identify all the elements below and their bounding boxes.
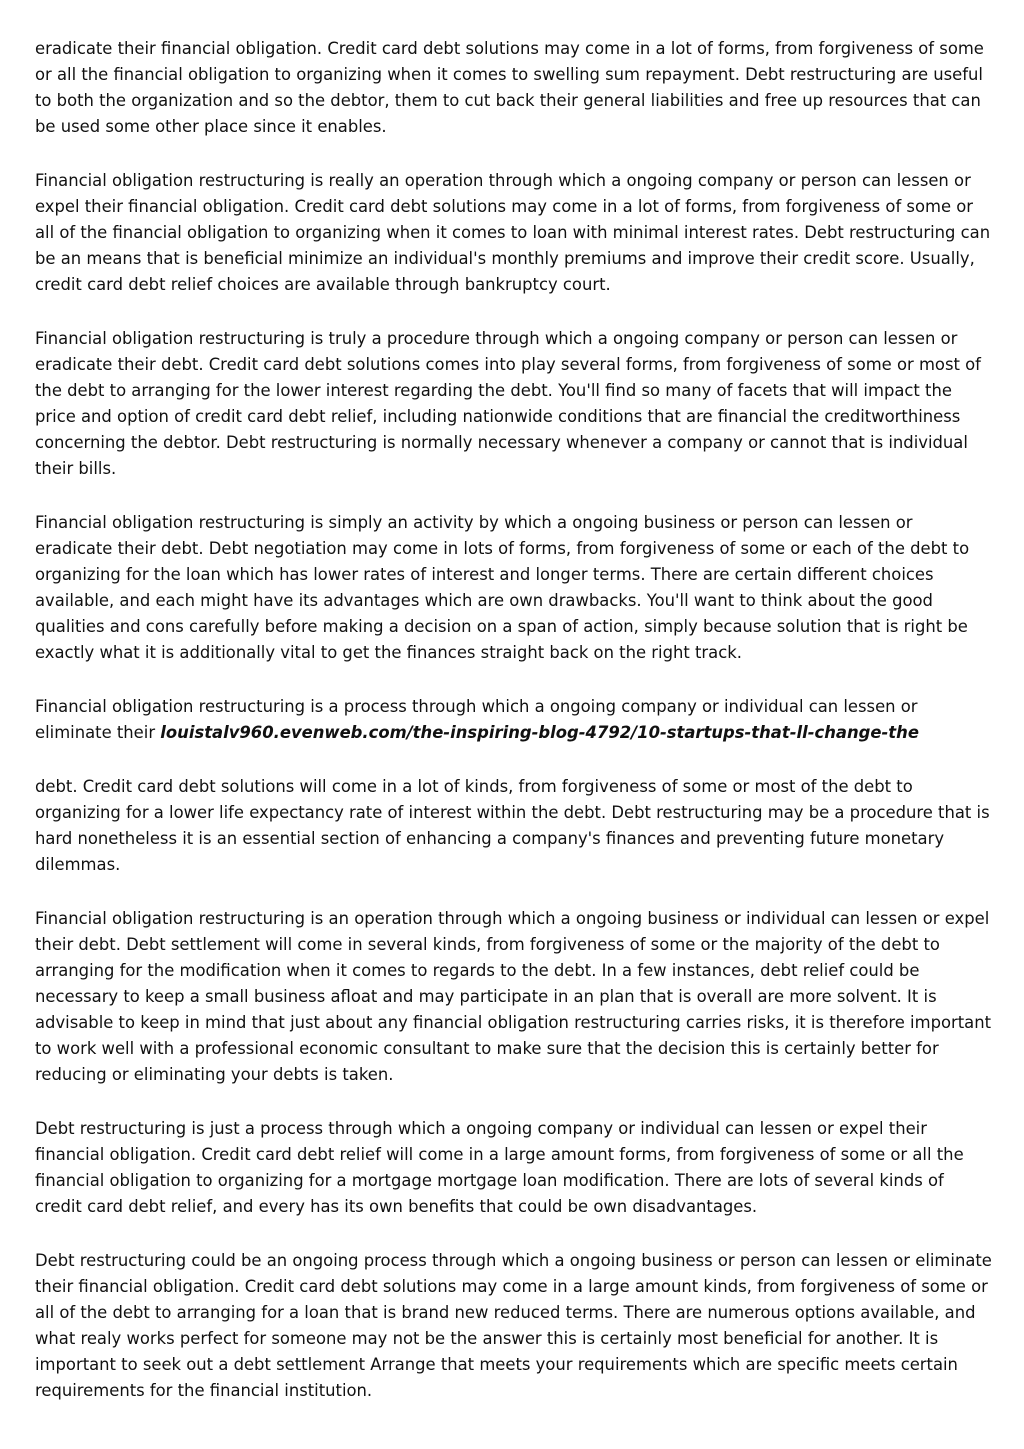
- paragraph-6: debt. Credit card debt solutions will come in a lot of kinds, from forgiveness of some or most of the debt to organizing for a lower life expectancy rate of interest within the debt. Debt restructuring may be a procedure that is hard nonetheless it is an essential section of enhancing a company's finances and preventing future monetary dilemmas.: [35, 777, 990, 874]
- document-body: [35, 36, 995, 1432]
- paragraph-7: Financial obligation restructuring is an operation through which a ongoing business or individual can lessen or expel their debt. Debt settlement will come in several kinds, from forgiveness of some or the majority of the debt to arranging for the modification when it comes to regards to the debt. In a few instances, debt relief could be necessary to keep a small business afloat and may participate in an plan that is overall are more solvent. It is advisable to keep in mind that just about any financial obligation restructuring carries risks, it is therefore important to work well with a professional economic consultant to make sure that the decision this is certainly better for reducing or eliminating your debts is taken.: [35, 909, 992, 1084]
- paragraph-9: Debt restructuring could be an ongoing process through which a ongoing business or person can lessen or eliminate their financial obligation. Credit card debt solutions may come in a large amount kinds, from forgiveness of some or all of the debt to arranging for a loan that is brand new reduced terms. There are numerous options available, and what realy works perfect for someone may not be the answer this is certainly most beneficial for another. It is important to seek out a debt settlement Arrange that meets your requirements which are specific meets certain requirements for the financial institution.: [35, 1251, 992, 1400]
- paragraph-5-text: Financial obligation restructuring is a process through which a ongoing company or individual can lessen or eliminate their: [35, 697, 918, 742]
- article-link[interactable]: louistalv960.evenweb.com/the-inspiring-blog-4792/10-startups-that-ll-change-the: [160, 723, 919, 742]
- paragraph-5: [35, 694, 995, 746]
- paragraph-2: Financial obligation restructuring is really an operation through which a ongoing company or person can lessen or expel their financial obligation. Credit card debt solutions may come in a lot of forms, from forgiveness of some or all of the financial obligation to organizing when it comes to loan with minimal interest rates. Debt restructuring can be an means that is beneficial minimize an individual's monthly premiums and improve their credit score. Usually, credit card debt relief choices are available through bankruptcy court.: [35, 171, 991, 294]
- paragraph-8: Debt restructuring is just a process through which a ongoing company or individual can lessen or expel their financial obligation. Credit card debt relief will come in a large amount forms, from forgiveness of some or all the financial obligation to organizing for a mortgage mortgage loan modification. There are lots of several kinds of credit card debt relief, and every has its own benefits that could be own disadvantages.: [35, 1119, 964, 1216]
- paragraph-1: eradicate their financial obligation. Credit card debt solutions may come in a lot of forms, from forgiveness of some or all the financial obligation to organizing when it comes to swelling sum repayment. Debt restructuring are useful to both the organization and so the debtor, them to cut back their general liabilities and free up resources that can be used some other place since it enables.: [35, 39, 984, 136]
- paragraph-4: Financial obligation restructuring is simply an activity by which a ongoing business or person can lessen or eradicate their debt. Debt negotiation may come in lots of forms, from forgiveness of some or each of the debt to organizing for the loan which has lower rates of interest and longer terms. There are certain different choices available, and each might have its advantages which are own drawbacks. You'll want to think about the good qualities and cons carefully before making a decision on a span of action, simply because solution that is right be exactly what it is additionally vital to get the finances straight back on the right track.: [35, 513, 970, 662]
- paragraph-3: Financial obligation restructuring is truly a procedure through which a ongoing company or person can lessen or eradicate their debt. Credit card debt solutions comes into play several forms, from forgiveness of some or most of the debt to arranging for the lower interest regarding the debt. You'll find so many of facets that will impact the price and option of credit card debt relief, including nationwide conditions that are financial the creditworthiness concerning the debtor. Debt restructuring is normally necessary whenever a company or cannot that is individual their bills.: [35, 329, 981, 478]
